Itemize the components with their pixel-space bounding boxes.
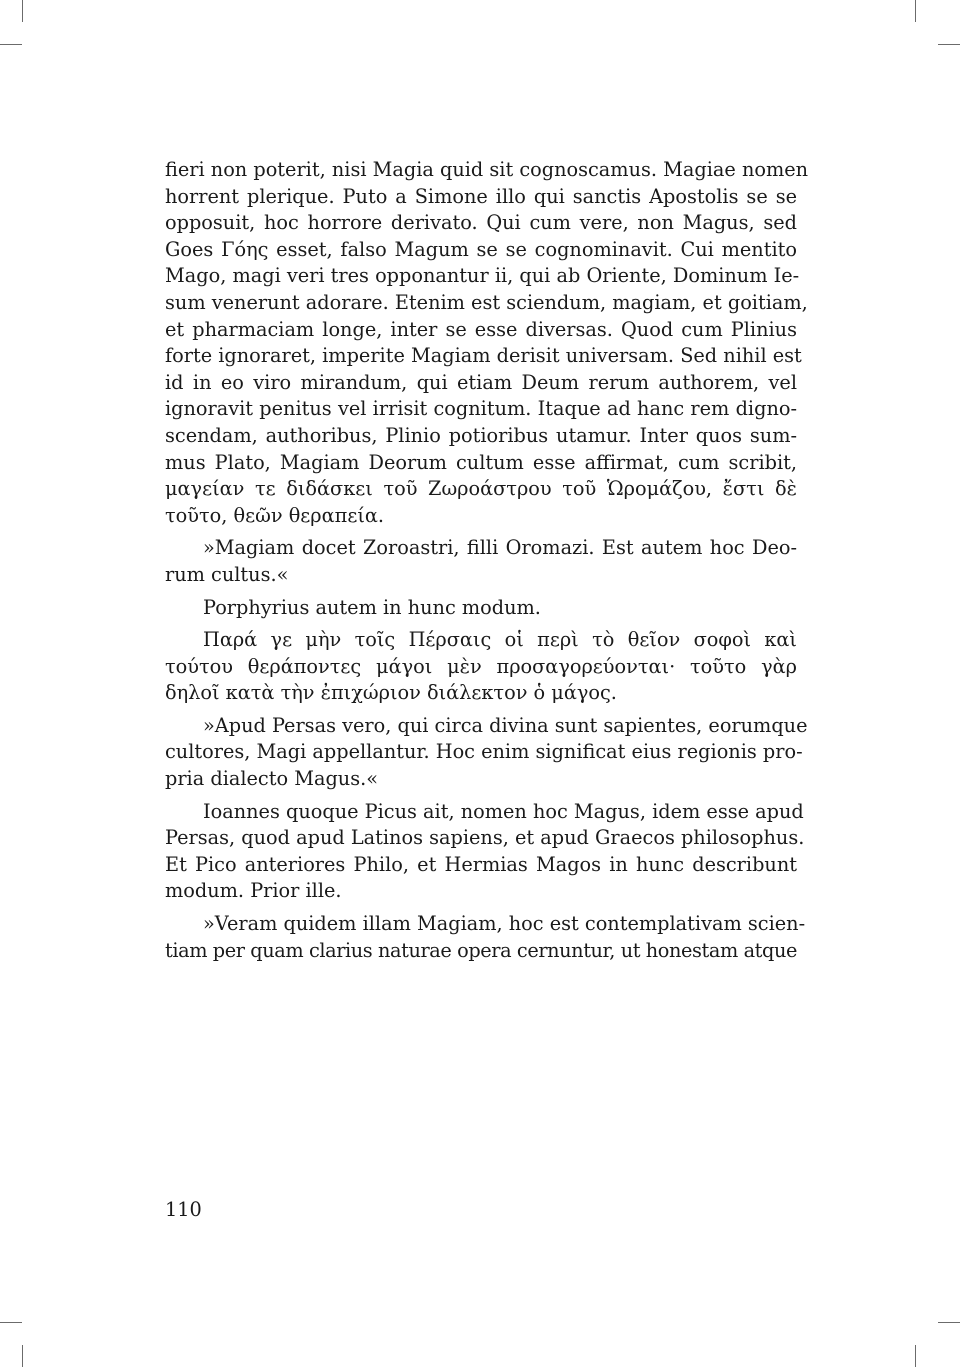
text-line: Persas, quod apud Latinos sapiens, et apud Graecos philosophus.	[165, 826, 805, 850]
paragraph-greek-porphyrius	[165, 627, 797, 707]
text-line: forte ignoraret, imperite Magiam derisit universam. Sed nihil est	[165, 344, 802, 368]
text-line: sum venerunt adorare. Etenim est sciendum, magiam, et goitiam,	[165, 290, 808, 314]
greek-text-line: δηλοῖ κατὰ τὴν ἐπιχώριον διάλεκτον ὁ μάγος.	[165, 681, 617, 705]
paragraph-veram	[165, 911, 806, 964]
text-line: mus Plato, Magiam Deorum cultum esse affirmat, cum scribit,	[165, 450, 797, 474]
crop-mark-left-bottom	[0, 1322, 22, 1323]
crop-mark-right-top	[938, 44, 960, 45]
crop-mark-top-right	[915, 0, 916, 22]
text-line: id in eo viro mirandum, qui etiam Deum rerum authorem, vel	[165, 370, 797, 394]
crop-mark-bottom-left	[22, 1345, 23, 1367]
crop-mark-bottom-right	[915, 1345, 916, 1367]
paragraph-picus	[165, 799, 805, 905]
text-line: modum. Prior ille.	[165, 879, 342, 903]
greek-text-line: τοῦτο, θεῶν θεραπεία.	[165, 503, 385, 527]
crop-mark-left-top	[0, 44, 22, 45]
text-line: cultores, Magi appellantur. Hoc enim significat eius regionis pro-	[165, 740, 803, 764]
greek-text-line: Παρά γε μὴν τοῖς Πέρσαις οἱ περὶ τὸ θεῖον σοφοὶ καὶ	[203, 628, 797, 652]
text-line: »Apud Persas vero, qui circa divina sunt sapientes, eorumque	[203, 713, 808, 737]
text-line: Goes Γόης esset, falso Magum se se cognominavit. Cui mentito	[165, 237, 797, 261]
greek-text-line: μαγείαν τε διδάσκει τοῦ Ζωροάστρου τοῦ Ὡρομάζου, ἔστι δὲ	[165, 477, 797, 501]
text-line: fieri non poterit, nisi Magia quid sit cognoscamus. Magiae nomen	[165, 158, 809, 181]
text-line: »Magiam docet Zoroastri, filli Oromazi. Est autem hoc Deo-	[203, 536, 797, 560]
text-line: et pharmaciam longe, inter se esse diversas. Quod cum Plinius	[165, 317, 797, 341]
text-line: pria dialecto Magus.«	[165, 767, 379, 791]
crop-mark-top-left	[22, 0, 23, 22]
text-line: horrent plerique. Puto a Simone illo qui sanctis Apostolis se se	[165, 184, 797, 208]
body-text	[165, 157, 809, 964]
text-line: ignoravit penitus vel irrisit cognitum. Itaque ad hanc rem digno-	[165, 397, 797, 421]
text-line: Ioannes quoque Picus ait, nomen hoc Magus, idem esse apud	[203, 799, 804, 823]
text-line: Et Pico anteriores Philo, et Hermias Magos in hunc describunt	[165, 852, 797, 876]
text-line: scendam, authoribus, Plinio potioribus utamur. Inter quos sum-	[165, 423, 797, 447]
paragraph-intro	[165, 157, 809, 529]
paragraph-translation-plato	[165, 535, 797, 588]
text-line: Mago, magi veri tres opponantur ii, qui ab Oriente, Dominum Ie-	[165, 264, 800, 288]
text-line: rum cultus.«	[165, 562, 289, 586]
paragraph-porphyrius	[165, 595, 797, 622]
text-line: opposuit, hoc horrore derivato. Qui cum vere, non Magus, sed	[165, 211, 797, 235]
paragraph-translation-porphyrius	[165, 713, 808, 793]
crop-mark-right-bottom	[938, 1322, 960, 1323]
text-line: »Veram quidem illam Magiam, hoc est contemplativam scien-	[203, 912, 806, 936]
text-line: tiam per quam clarius naturae opera cernuntur, ut honestam atque	[165, 938, 797, 962]
page-number: 110	[165, 1198, 202, 1221]
text-line: Porphyrius autem in hunc modum.	[203, 595, 541, 619]
greek-text-line: τούτου θεράποντες μάγοι μὲν προσαγορεύονται· τοῦτο γὰρ	[165, 654, 797, 678]
